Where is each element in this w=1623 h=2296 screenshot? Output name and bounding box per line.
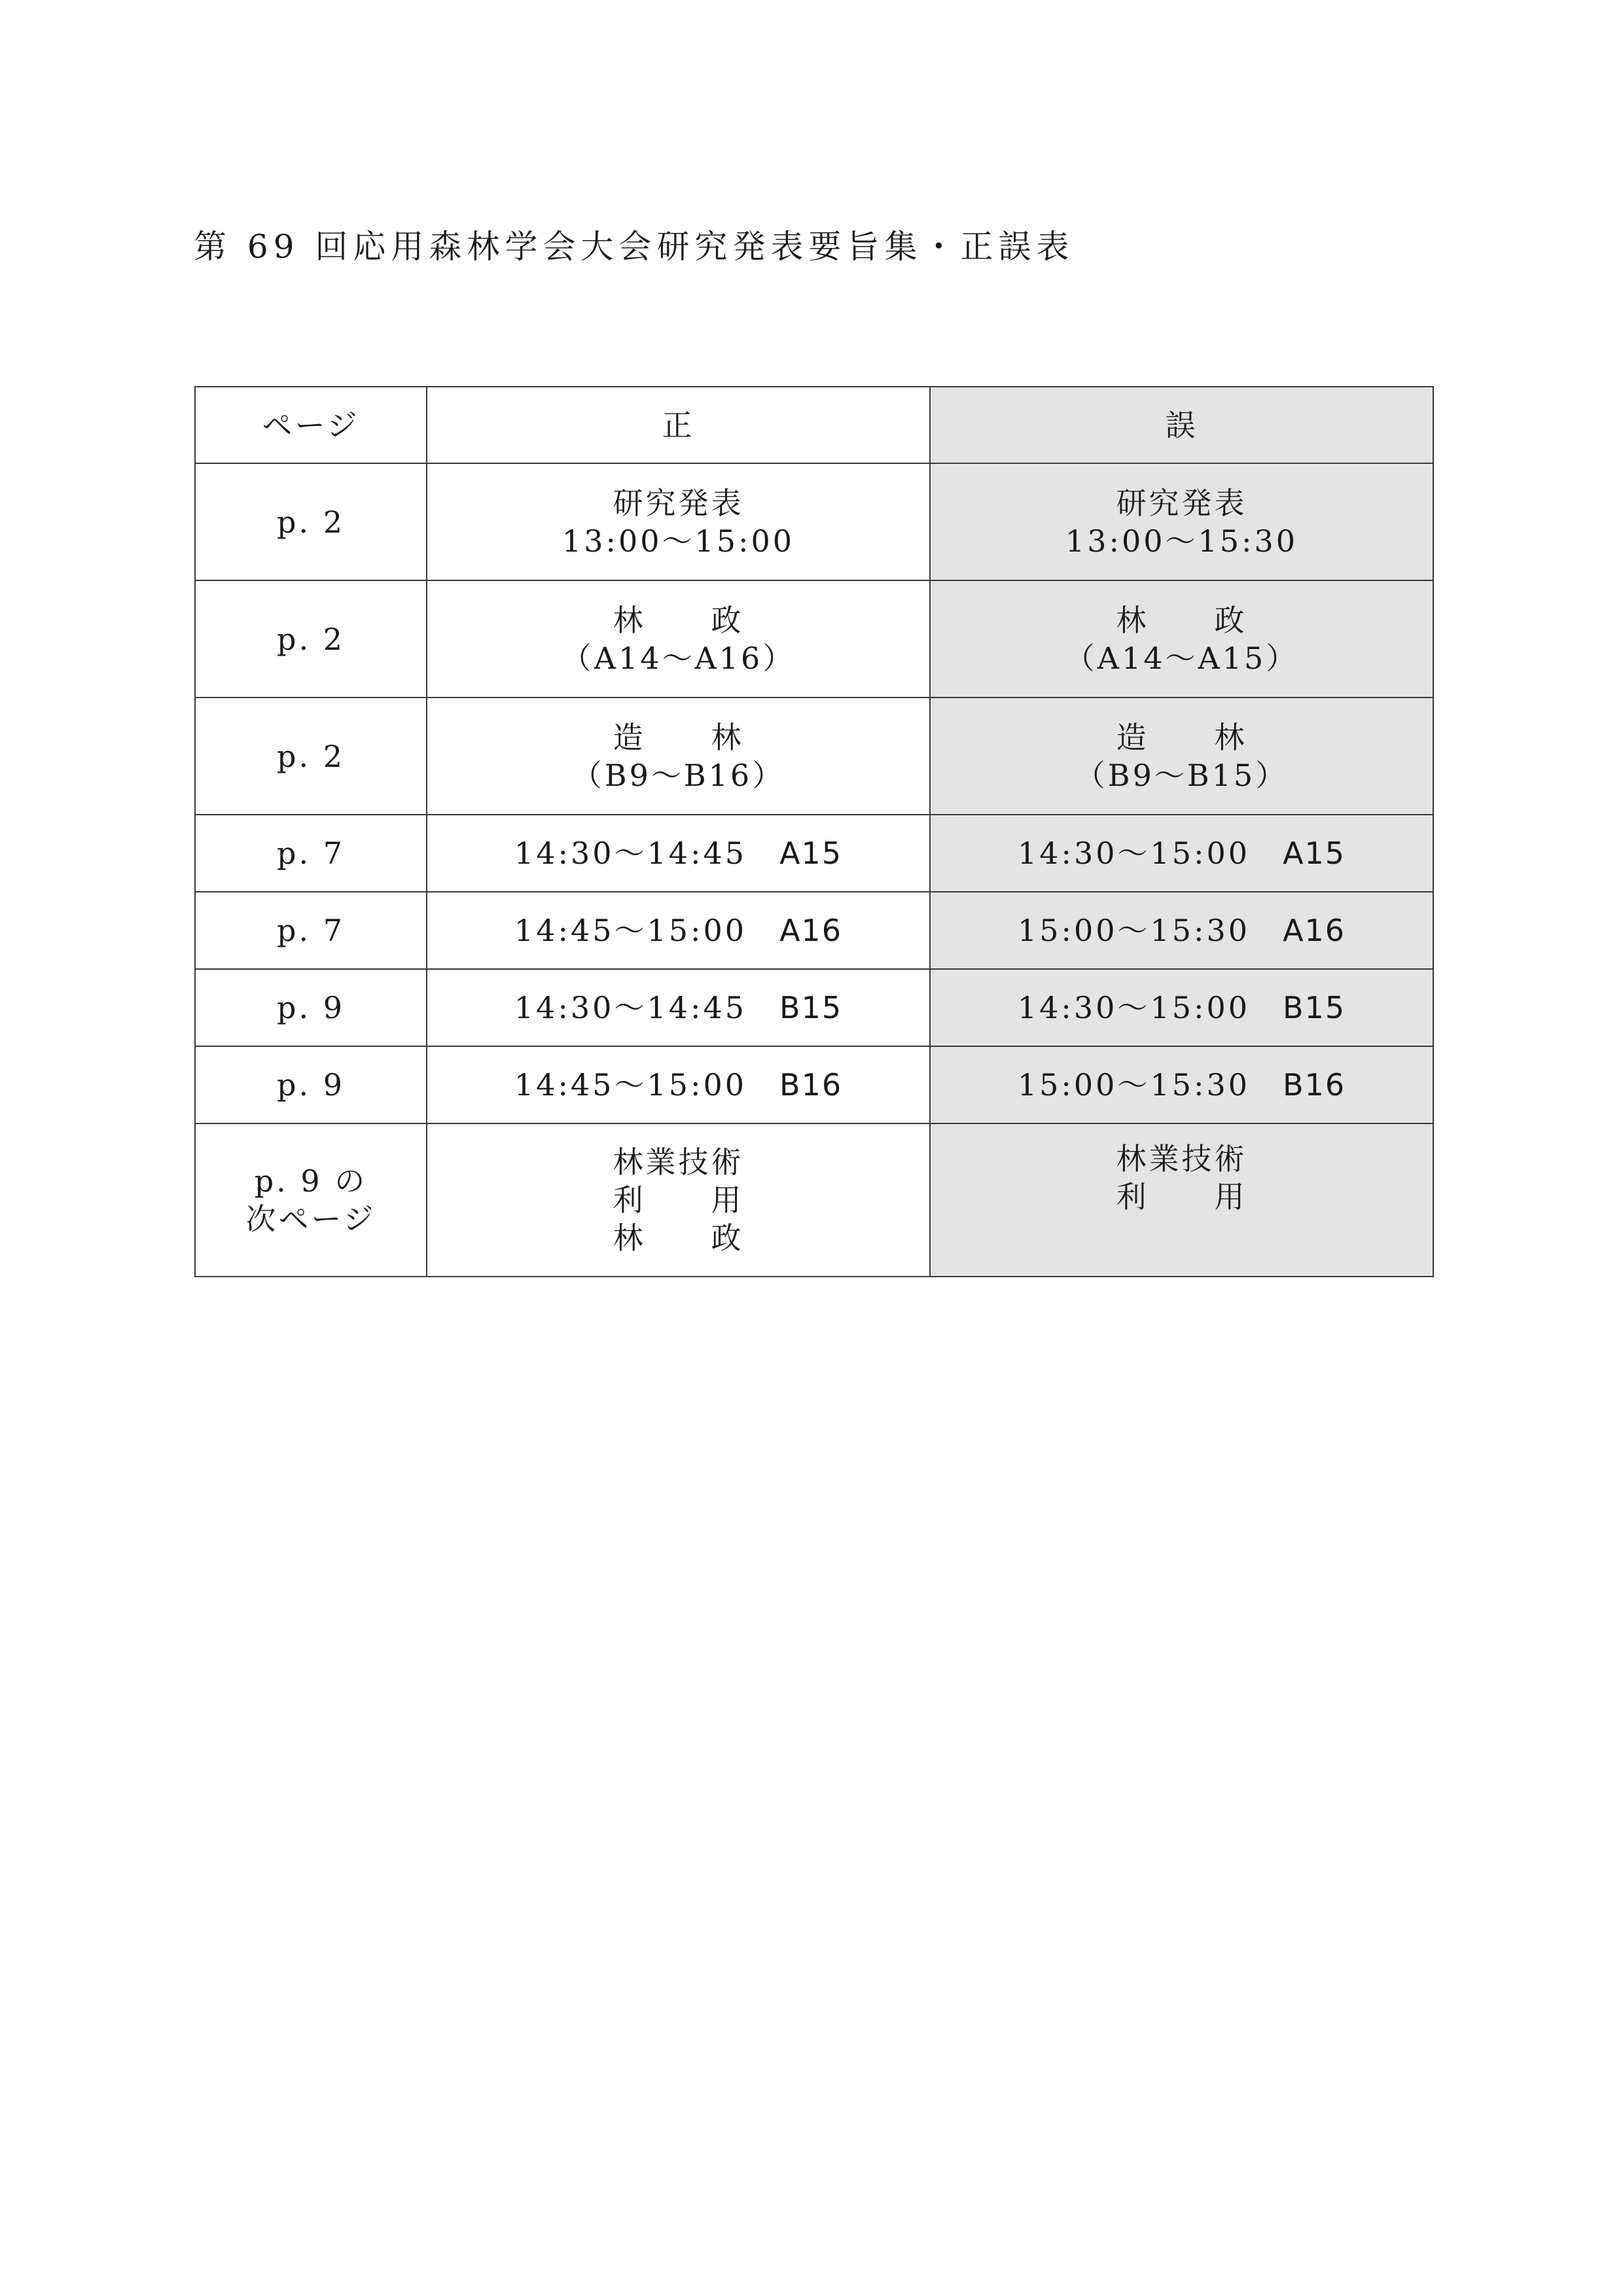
wrong-time: 14:30〜15:00	[1017, 836, 1251, 871]
page-ref: p. 2	[277, 738, 345, 774]
correct-line: （A14〜A16）	[561, 640, 796, 676]
correct-line: 13:00〜15:00	[562, 523, 795, 559]
page-ref: p. 9	[277, 990, 345, 1025]
table-row	[195, 698, 1433, 815]
wrong-time: 15:00〜15:30	[1017, 913, 1251, 948]
wrong-slot: B16	[1283, 1067, 1346, 1103]
table-row	[195, 580, 1433, 698]
table-row	[195, 1046, 1433, 1123]
correct-line: 造 林	[613, 719, 744, 755]
wrong-line: 林業技術	[1116, 1141, 1247, 1176]
correct-time: 14:30〜14:45	[514, 990, 747, 1025]
correct-slot: B16	[779, 1067, 843, 1103]
header-page: ページ	[195, 387, 427, 463]
wrong-line: 13:00〜15:30	[1065, 523, 1298, 559]
correct-cell	[427, 892, 930, 969]
correct-time: 14:45〜15:00	[514, 913, 747, 948]
header-row	[195, 387, 1433, 463]
correct-slot: A16	[779, 913, 843, 948]
wrong-line: 林 政	[1116, 602, 1247, 638]
page-cell	[195, 463, 427, 580]
correct-line: 林 政	[613, 1220, 744, 1256]
correct-cell	[427, 1046, 930, 1123]
header-correct: 正	[427, 387, 930, 463]
wrong-slot: A15	[1283, 836, 1346, 871]
wrong-cell	[930, 463, 1433, 580]
page-ref: 次ページ	[245, 1201, 376, 1237]
correct-slot: B15	[779, 990, 843, 1025]
wrong-cell	[930, 815, 1433, 892]
correct-line: （B9〜B16）	[571, 757, 785, 793]
wrong-cell	[930, 698, 1433, 815]
wrong-slot: A16	[1283, 913, 1346, 948]
page-cell	[195, 698, 427, 815]
page-cell	[195, 815, 427, 892]
correct-cell	[427, 463, 930, 580]
table-row	[195, 463, 1433, 580]
wrong-line: 利 用	[1116, 1179, 1247, 1214]
correct-slot: A15	[779, 836, 843, 871]
page-ref: p. 2	[277, 504, 345, 540]
page-cell	[195, 1046, 427, 1123]
correct-line: 林業技術	[613, 1144, 744, 1180]
wrong-line: 研究発表	[1116, 485, 1247, 521]
correct-cell	[427, 1123, 930, 1277]
table-row	[195, 892, 1433, 969]
correct-cell	[427, 580, 930, 698]
wrong-cell	[930, 1046, 1433, 1123]
page-ref: p. 7	[277, 913, 345, 948]
wrong-line: 造 林	[1116, 719, 1247, 755]
document-title: 第 69 回応用森林学会大会研究発表要旨集・正誤表	[194, 228, 1075, 266]
correct-line: 研究発表	[613, 485, 744, 521]
page-cell	[195, 969, 427, 1046]
correct-cell	[427, 969, 930, 1046]
wrong-slot: B15	[1283, 990, 1346, 1025]
wrong-cell	[930, 1123, 1433, 1277]
wrong-time: 15:00〜15:30	[1017, 1067, 1251, 1103]
errata-table	[194, 386, 1434, 1277]
wrong-line: （A14〜A15）	[1064, 640, 1299, 676]
correct-time: 14:45〜15:00	[514, 1067, 747, 1103]
page-ref: p. 7	[277, 836, 345, 871]
correct-line: 林 政	[613, 602, 744, 638]
page-cell	[195, 1123, 427, 1277]
correct-cell	[427, 698, 930, 815]
table-row	[195, 1123, 1433, 1277]
correct-line: 利 用	[613, 1182, 744, 1218]
correct-time: 14:30〜14:45	[514, 836, 747, 871]
wrong-cell	[930, 969, 1433, 1046]
wrong-cell	[930, 580, 1433, 698]
table-row	[195, 815, 1433, 892]
header-wrong: 誤	[930, 387, 1433, 463]
correct-cell	[427, 815, 930, 892]
page-ref: p. 9 の	[254, 1163, 368, 1199]
wrong-line: （B9〜B15）	[1075, 757, 1289, 793]
page-ref: p. 9	[277, 1067, 345, 1103]
page-ref: p. 2	[277, 621, 345, 657]
page-cell	[195, 580, 427, 698]
page-cell	[195, 892, 427, 969]
wrong-cell	[930, 892, 1433, 969]
table-row	[195, 969, 1433, 1046]
wrong-time: 14:30〜15:00	[1017, 990, 1251, 1025]
